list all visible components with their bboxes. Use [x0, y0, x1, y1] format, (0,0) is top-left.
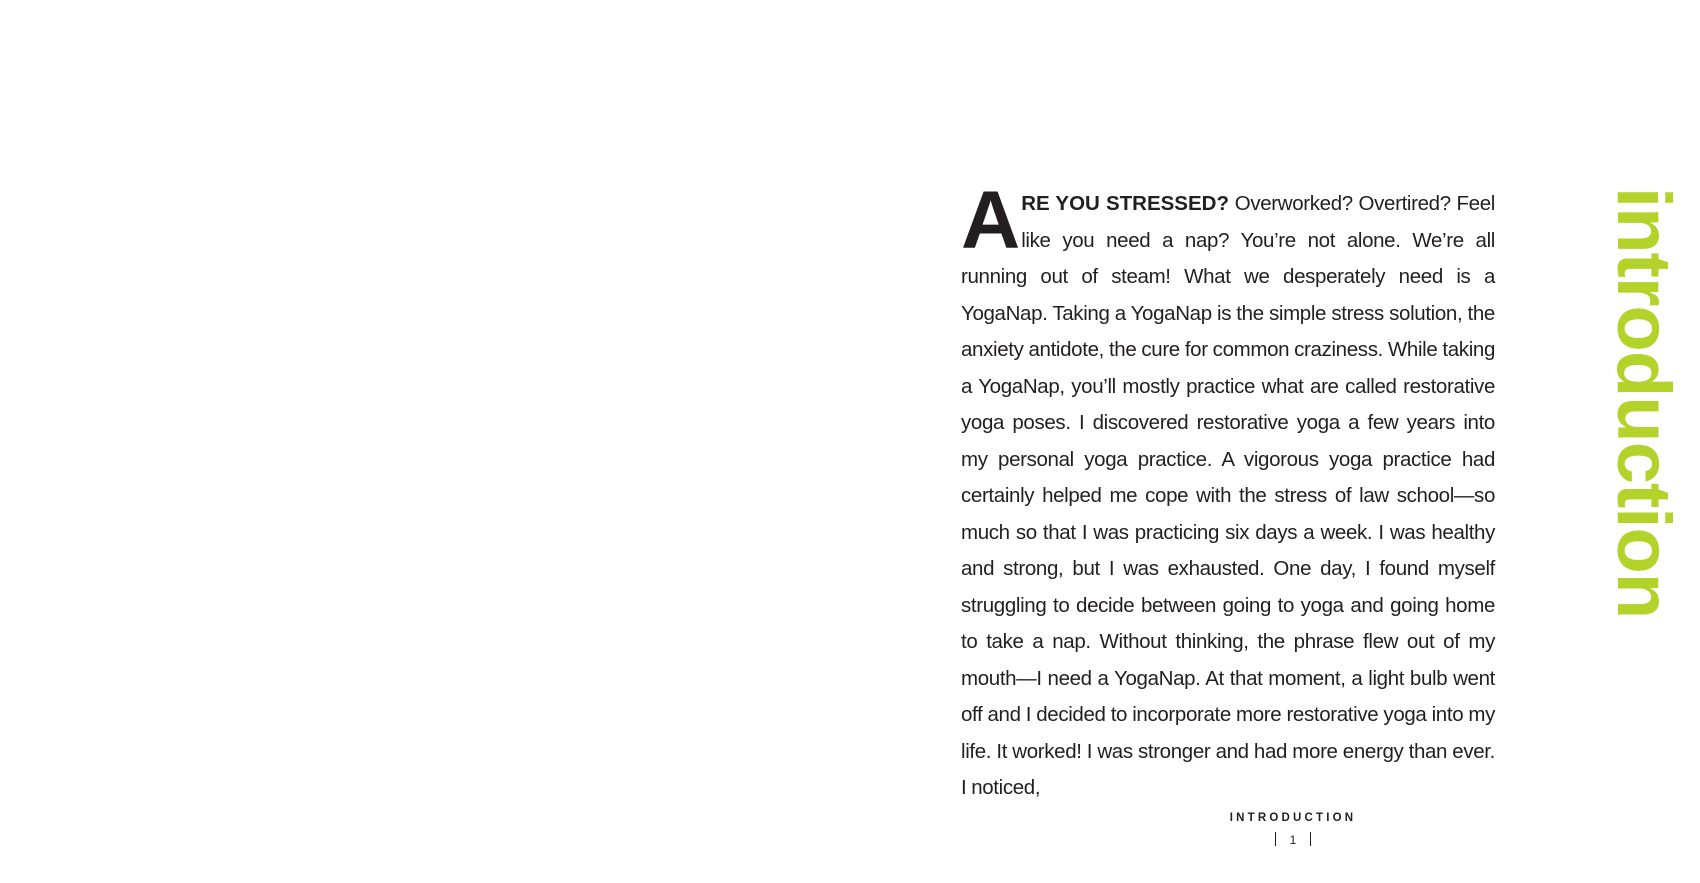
- page-number-folio: [1253, 832, 1333, 847]
- running-footer: INTRODUCTION: [1229, 812, 1357, 824]
- body-text: Overworked? Overtired? Feel like you need a nap? You’re not alone. We’re all running out of steam! What we desperately need is a YogaNap. Taking a YogaNap is the simple stress solution, the anxiety antidote, the cure for common craziness. While taking a YogaNap, you’ll mostly practice what are called restorative yoga poses. I discovered restorative yoga a few years into my personal yoga practice. A vigorous yoga practice had certainly helped me cope with the stress of law school—so much so that I was practicing six days a week. I was healthy and strong, but I was exhausted. One day, I found myself struggling to decide between going to yoga and going home to take a nap. Without thinking, the phrase flew out of my mouth—I need a YogaNap. At that moment, a light bulb went off and I decided to incorporate more restorative yoga into my life. It worked! I was stronger and had more energy than ever. I noticed,: [961, 192, 1495, 799]
- body-paragraph: [961, 175, 1495, 807]
- right-page: [850, 0, 1700, 883]
- folio-right-rule: [1310, 832, 1311, 846]
- page-number: 1: [1289, 833, 1297, 847]
- lead-in-text: RE YOU STRESSED?: [1021, 192, 1229, 215]
- drop-cap: A: [961, 175, 1019, 266]
- chapter-title: introduction: [1601, 187, 1686, 619]
- folio-left-rule: [1275, 832, 1276, 846]
